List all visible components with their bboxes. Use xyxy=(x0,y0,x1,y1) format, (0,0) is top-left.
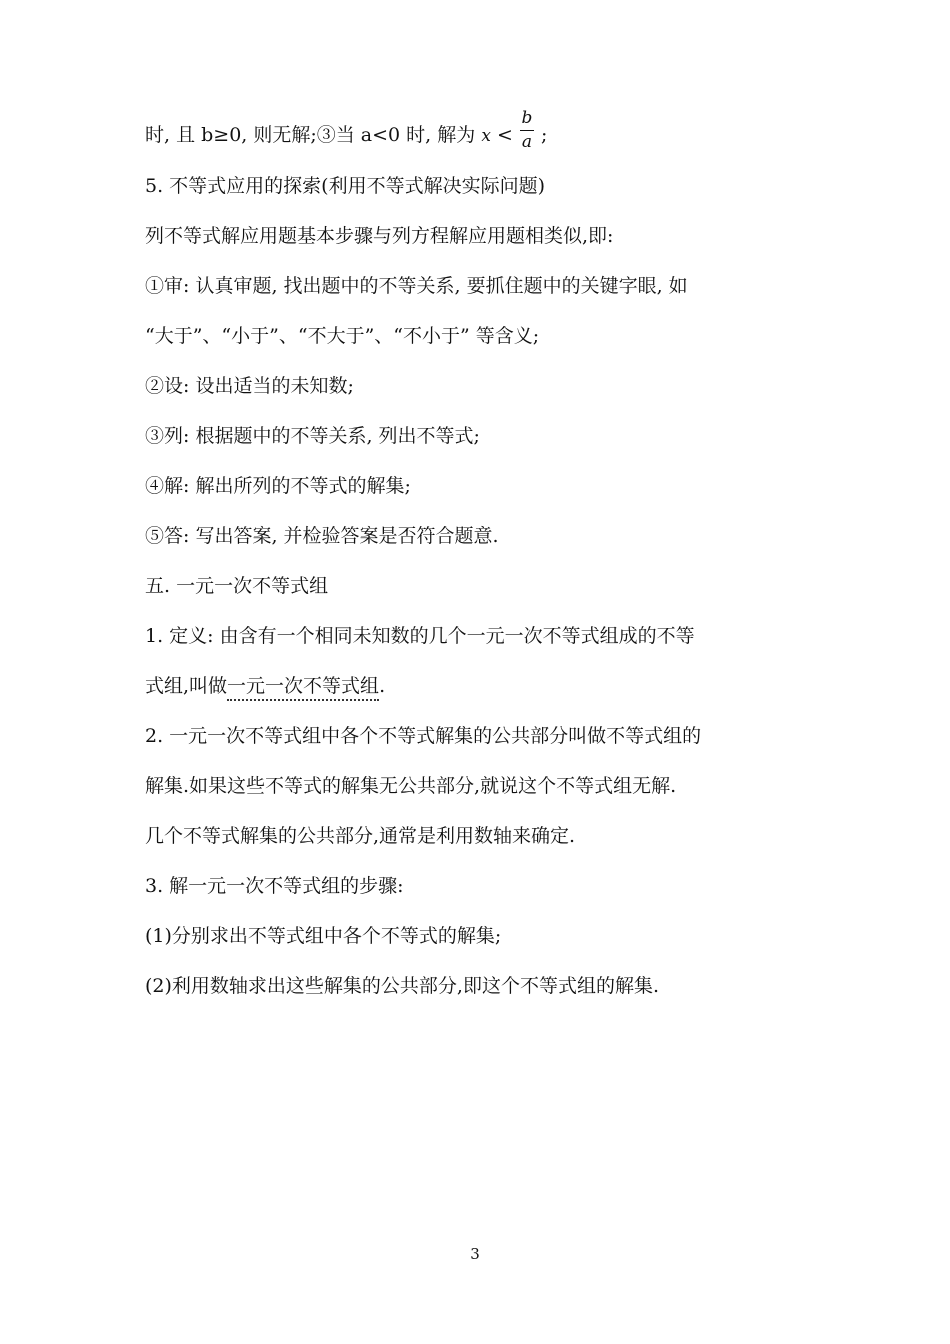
text-line-12 xyxy=(145,674,385,698)
text-line-8: ④解: 解出所列的不等式的解集; xyxy=(145,475,411,497)
text-line-14: 解集.如果这些不等式的解集无公共部分,就说这个不等式组无解. xyxy=(145,775,677,797)
text-line-3: 列不等式解应用题基本步骤与列方程解应用题相类似,即: xyxy=(145,225,614,247)
text-line-6: ②设: 设出适当的未知数; xyxy=(145,375,354,397)
text-line-5: “大于”、“小于”、“不大于”、“不小于” 等含义; xyxy=(145,325,540,347)
text-line-15: 几个不等式解集的公共部分,通常是利用数轴来确定. xyxy=(145,825,576,847)
text-line-13: 2. 一元一次不等式组中各个不等式解集的公共部分叫做不等式组的 xyxy=(145,725,702,747)
less-than-sign: < xyxy=(496,124,513,146)
text-line-2: 5. 不等式应用的探索(利用不等式解决实际问题) xyxy=(145,175,545,197)
fraction-numerator: b xyxy=(521,108,533,128)
text-line-9: ⑤答: 写出答案, 并检验答案是否符合题意. xyxy=(145,525,499,547)
line-1-end: ; xyxy=(540,124,548,146)
text-line-11: 1. 定义: 由含有一个相同未知数的几个一元一次不等式组成的不等 xyxy=(145,625,695,647)
var-x: x xyxy=(481,126,491,146)
text-line-18: (2)利用数轴求出这些解集的公共部分,即这个不等式组的解集. xyxy=(145,975,659,997)
text-line-1 xyxy=(145,108,548,154)
fraction-bar xyxy=(520,130,534,131)
line-12-prefix: 式组,叫做 xyxy=(145,675,228,697)
page-number: 3 xyxy=(470,1245,480,1263)
text-line-16: 3. 解一元一次不等式组的步骤: xyxy=(145,875,404,897)
line-12-end: . xyxy=(379,675,386,697)
text-line-10: 五. 一元一次不等式组 xyxy=(145,575,329,597)
defined-term: 一元一次不等式组 xyxy=(227,675,379,701)
fraction-denominator: a xyxy=(521,132,532,152)
text-line-4: ①审: 认真审题, 找出题中的不等关系, 要抓住题中的关键字眼, 如 xyxy=(145,275,688,297)
text-line-7: ③列: 根据题中的不等关系, 列出不等式; xyxy=(145,425,480,447)
text-line-17: (1)分别求出不等式组中各个不等式的解集; xyxy=(145,925,502,947)
line-1-text: 时, 且 b≥0, 则无解;③当 a<0 时, 解为 xyxy=(145,124,476,146)
fraction-b-over-a xyxy=(520,106,534,154)
